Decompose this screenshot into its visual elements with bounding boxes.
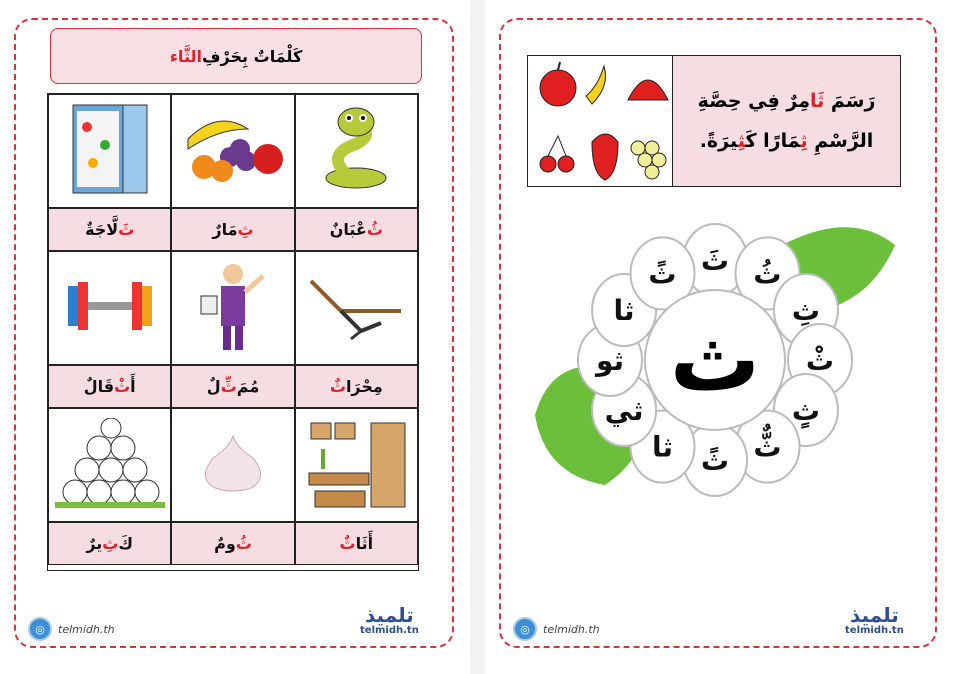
globe-icon: ◎ [513,617,537,641]
word-label: ثُ عْبَانٌ [295,208,418,251]
snake-icon [316,104,396,198]
page-title [50,28,422,84]
plow-icon [301,271,411,345]
left-page [0,0,470,674]
petal-letter: ثٍ [791,394,821,427]
word-label: أَ ثْ قَالٌ [48,365,171,408]
sentence-box [527,55,901,187]
petal-letter: ثو [595,344,625,377]
sentence-line-2: الرَّسْمِ ثِمَارًا كَثِيرَةً. [699,130,874,152]
word-image-garlic [171,408,294,522]
petal-letter: ثا [613,294,635,327]
word-grid [47,93,419,571]
petal-letter: ثٌّ [753,430,782,464]
brand-logo: تلميذ telmidh.tn [360,603,419,636]
footer-site[interactable]: ◎ telmidh.th [28,617,115,641]
sentence-text [672,56,900,186]
word-image-fruits [171,94,294,208]
petal-letter: ثً [648,257,677,291]
right-page [485,0,955,674]
word-image-actor [171,251,294,365]
dumbbell-icon [60,276,160,340]
footer-site-right[interactable]: ◎ telmidh.th [513,617,600,641]
word-image-plow [295,251,418,365]
center-letter: ث [669,307,761,412]
petal-letter: ثً [700,444,730,477]
petal-letter: ثْ [805,344,835,377]
globe-icon: ◎ [28,617,52,641]
letter-flower [515,215,935,505]
word-image-snake [295,94,418,208]
petal-letter: ثُ [753,257,782,291]
fruits-icon [178,109,288,193]
furniture-icon [301,413,411,517]
word-label: مُمَ ثِّ لٌ [171,365,294,408]
word-label: مِحْرَا ثٌ [295,365,418,408]
fridge-icon [65,99,155,203]
word-label: ثُ ومٌ [171,522,294,565]
word-image-fridge [48,94,171,208]
word-image-balls [48,408,171,522]
word-label: ثَ لَّاجَةٌ [48,208,171,251]
fruit-drawing-image [528,56,672,186]
word-label: كَ ثِ يرٌ [48,522,171,565]
garlic-icon [193,428,273,502]
actor-icon [193,256,273,360]
petal-letter: ثِ [791,294,821,327]
word-label: أَثَا ثٌ [295,522,418,565]
title-highlight: الثَّاء [169,46,202,66]
balls-icon [55,418,165,512]
brand-logo-right: تلميذ telmidh.tn [845,603,904,636]
sentence-line-1: رَسَمَ ثَامِرٌ فِي حِصَّةِ [697,90,876,112]
petal-letter: ثي [604,394,644,427]
word-label: ثِ مَارٌ [171,208,294,251]
petal-letter: ثا [651,430,674,464]
title-prefix: كَلْمَاتٌ بِحَرْفِ [201,46,303,66]
word-image-furniture [295,408,418,522]
petal-letter: ثَ [700,244,730,277]
word-image-dumbbell [48,251,171,365]
